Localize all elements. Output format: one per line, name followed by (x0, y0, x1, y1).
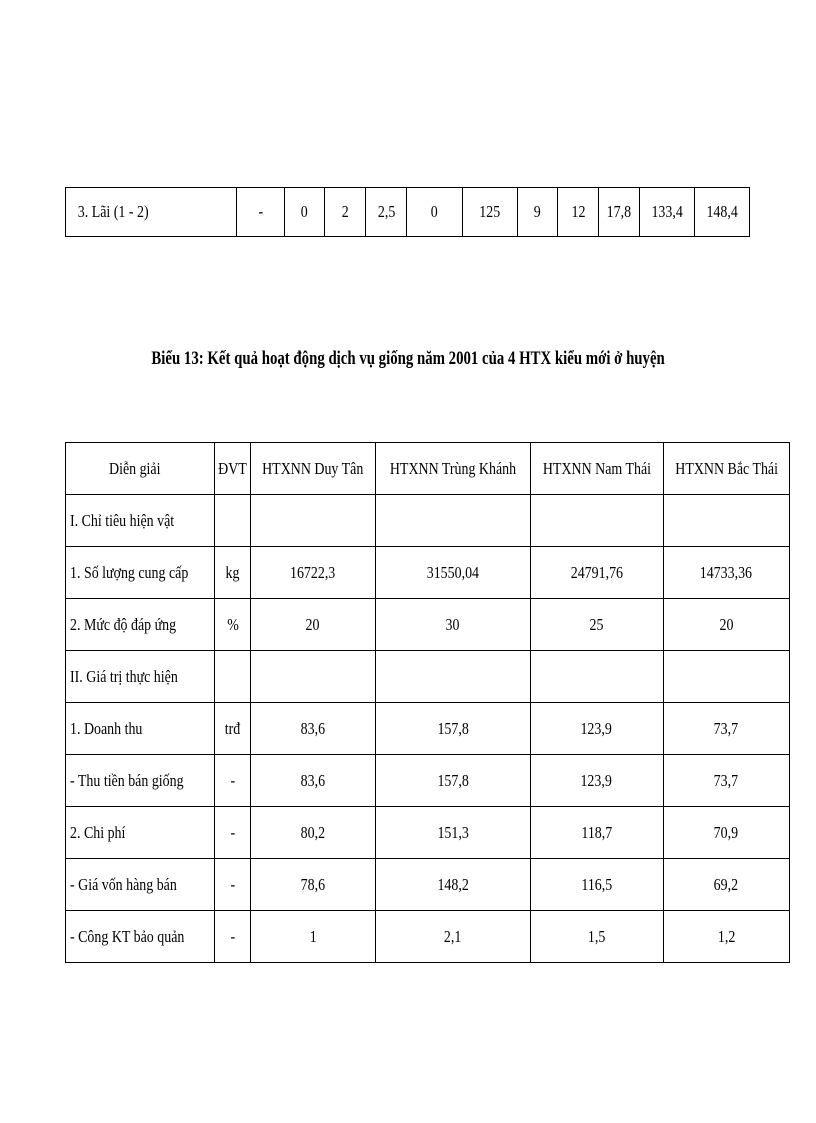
cell-text: - Thu tiền bán giống (70, 770, 184, 790)
table-cell (663, 495, 789, 547)
cell-text: 0 (301, 202, 309, 221)
table-cell (251, 547, 375, 599)
cell-text: 12 (571, 202, 586, 221)
cell-text: 157,8 (436, 718, 469, 738)
cell-text: 123,9 (580, 718, 613, 738)
table-title-text: Biểu 13: Kết quả hoạt động dịch vụ giống năm 2001 của 4 HTX kiểu mới ở huyện (151, 348, 665, 369)
table-cell (215, 547, 251, 599)
cell-text: 157,8 (436, 770, 469, 790)
row-label (66, 188, 237, 237)
table-cell (558, 188, 599, 237)
table-row (66, 807, 790, 859)
table-cell (695, 188, 750, 237)
table-cell (530, 859, 663, 911)
table-row (66, 547, 790, 599)
table-cell (251, 807, 375, 859)
cell-text: - (230, 770, 236, 790)
cell-text: - (258, 202, 263, 221)
table-cell (530, 755, 663, 807)
cell-text: 78,6 (300, 874, 326, 894)
cell-text: I. Chỉ tiêu hiện vật (70, 510, 175, 530)
table-cell (375, 807, 530, 859)
table-cell (375, 703, 530, 755)
column-header (215, 443, 251, 495)
cell-text: 116,5 (581, 874, 612, 894)
cell-text: - (230, 926, 236, 946)
table-cell (366, 188, 407, 237)
row-label (66, 911, 215, 963)
cell-text: II. Giá trị thực hiện (70, 666, 178, 686)
cell-text: 118,7 (581, 822, 612, 842)
table-cell (251, 703, 375, 755)
cell-text: 125 (479, 202, 501, 221)
table-cell (237, 188, 285, 237)
table-cell (375, 495, 530, 547)
table-cell (663, 651, 789, 703)
cell-text: 70,9 (713, 822, 739, 842)
cell-text: 14733,36 (700, 562, 753, 582)
cell-text: trđ (225, 718, 241, 738)
table-row (66, 859, 790, 911)
cell-text: 2. Mức độ đáp ứng (70, 614, 177, 634)
table-cell (663, 911, 789, 963)
cell-text: 1,2 (717, 926, 735, 946)
row-label (66, 495, 215, 547)
cell-text: 151,3 (436, 822, 469, 842)
table-cell (284, 188, 325, 237)
table-cell (215, 599, 251, 651)
table-title (0, 348, 816, 370)
table-cell (375, 755, 530, 807)
table-cell (530, 807, 663, 859)
column-header-text: Diễn giải (108, 458, 161, 478)
table-cell (517, 188, 558, 237)
cell-text: kg (225, 562, 240, 582)
table-row (66, 495, 790, 547)
cell-text: 123,9 (580, 770, 613, 790)
table-cell (215, 859, 251, 911)
table-cell (663, 807, 789, 859)
cell-text: 2,5 (377, 202, 395, 221)
table-cell (663, 859, 789, 911)
table-cell (215, 807, 251, 859)
table-cell (375, 911, 530, 963)
table-row (66, 651, 790, 703)
table-row (66, 755, 790, 807)
table-row (66, 188, 750, 237)
table-cell (215, 911, 251, 963)
row-label-text: 3. Lãi (1 - 2) (77, 202, 149, 221)
row-label (66, 859, 215, 911)
table-cell (407, 188, 463, 237)
cell-text: 133,4 (651, 202, 683, 221)
cell-text: 1. Doanh thu (70, 718, 143, 738)
cell-text: 31550,04 (426, 562, 479, 582)
row-label (66, 599, 215, 651)
column-header-text: HTXNN Nam Thái (542, 458, 651, 478)
table-row (66, 703, 790, 755)
row-label (66, 755, 215, 807)
table-cell (251, 599, 375, 651)
table-cell (530, 703, 663, 755)
cell-text: 148,4 (706, 202, 738, 221)
table-cell (325, 188, 366, 237)
cell-text: - (230, 874, 236, 894)
column-header (66, 443, 215, 495)
table-cell (663, 547, 789, 599)
table-cell (251, 651, 375, 703)
column-header (530, 443, 663, 495)
cell-text: - (230, 822, 236, 842)
column-header-text: HTXNN Bắc Thái (674, 458, 778, 478)
cell-text: % (226, 614, 239, 634)
table-cell (530, 911, 663, 963)
table-cell (462, 188, 517, 237)
profit-row-table (65, 187, 750, 237)
table-cell (215, 495, 251, 547)
table-cell (530, 651, 663, 703)
cell-text: 83,6 (300, 770, 326, 790)
cell-text: 24791,76 (570, 562, 623, 582)
cell-text: 0 (430, 202, 438, 221)
cell-text: 17,8 (606, 202, 632, 221)
table-cell (530, 547, 663, 599)
cell-text: 73,7 (713, 718, 739, 738)
column-header-text: HTXNN Trùng Khánh (389, 458, 516, 478)
table-cell (215, 755, 251, 807)
cell-text: 2,1 (443, 926, 462, 946)
table-cell (375, 859, 530, 911)
cell-text: 2. Chi phí (70, 822, 126, 842)
table-cell (530, 495, 663, 547)
table-cell (251, 859, 375, 911)
cell-text: 73,7 (713, 770, 739, 790)
cell-text: 16722,3 (290, 562, 336, 582)
table-row (66, 911, 790, 963)
header-row (66, 443, 790, 495)
cell-text: 2 (341, 202, 349, 221)
table-cell (530, 599, 663, 651)
cell-text: 20 (305, 614, 320, 634)
table-cell (375, 547, 530, 599)
table-cell (215, 703, 251, 755)
cell-text: 69,2 (713, 874, 739, 894)
table-cell (215, 651, 251, 703)
table-cell (663, 755, 789, 807)
row-label (66, 547, 215, 599)
row-label (66, 651, 215, 703)
column-header (663, 443, 789, 495)
cell-text: 83,6 (300, 718, 326, 738)
cell-text: 1. Số lượng cung cấp (70, 562, 189, 582)
table-cell (640, 188, 695, 237)
row-label (66, 807, 215, 859)
table-cell (251, 495, 375, 547)
column-header-text: HTXNN Duy Tân (262, 458, 364, 478)
table-cell (251, 755, 375, 807)
row-label (66, 703, 215, 755)
table-cell (663, 703, 789, 755)
cell-text: - Giá vốn hàng bán (70, 874, 177, 894)
cell-text: 1 (309, 926, 317, 946)
cell-text: 20 (719, 614, 734, 634)
column-header (251, 443, 375, 495)
cell-text: 25 (589, 614, 604, 634)
cell-text: 80,2 (300, 822, 326, 842)
table-cell (663, 599, 789, 651)
table-row (66, 599, 790, 651)
table-cell (375, 599, 530, 651)
column-header-text: ĐVT (218, 458, 248, 478)
cell-text: 9 (533, 202, 541, 221)
cell-text: 1,5 (587, 926, 606, 946)
seed-service-results-table (65, 442, 790, 963)
cell-text: 148,2 (436, 874, 469, 894)
table-cell (599, 188, 640, 237)
column-header (375, 443, 530, 495)
table-cell (251, 911, 375, 963)
table-cell (375, 651, 530, 703)
cell-text: - Công KT bảo quản (70, 926, 185, 946)
cell-text: 30 (445, 614, 460, 634)
